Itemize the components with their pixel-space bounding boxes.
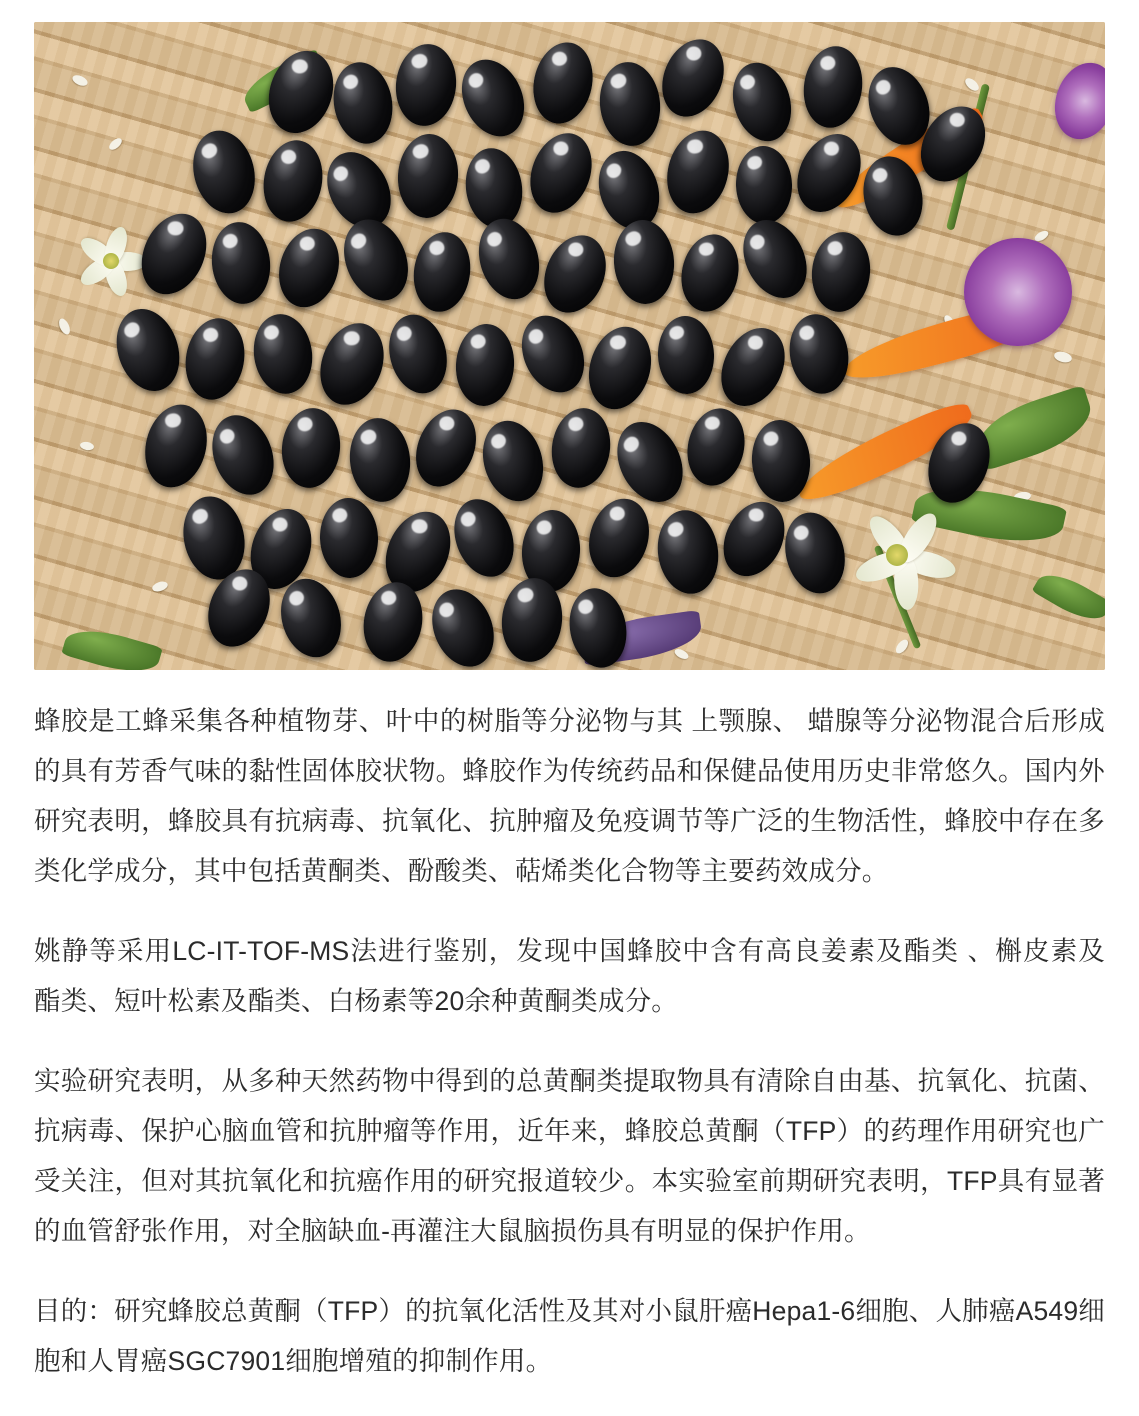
white-flower: [834, 492, 960, 618]
paragraph-2: 姚静等采用LC-IT-TOF-MS法进行鉴别，发现中国蜂胶中含有高良姜素及酯类 、槲皮素及 酯类、短叶松素及酯类、白杨素等20余种黄酮类成分。: [34, 936, 1105, 1016]
hero-image: [34, 22, 1105, 670]
paragraph-1: 蜂胶是工蜂采集各种植物芽、叶中的树脂等分泌物与其 上颚腺、 蜡腺等分泌物混合后形成的具有芳香气味的黏性固体胶状物。蜂胶作为传统药品和保健品使用历史非常悠久。国内外研究表明，蜂胶具有抗病毒、抗氧化、抗肿瘤及免疫调节等广泛的生物活性，蜂胶中存在多类化学成分，其中包括黄酮类、酚酸类、萜烯类化合物等主要药效成分。: [34, 706, 1105, 886]
paragraph-3: 实验研究表明，从多种天然药物中得到的总黄酮类提取物具有清除自由基、抗氧化、抗菌、抗病毒、保护心脑血管和抗肿瘤等作用，近年来，蜂胶总黄酮（TFP）的药理作用研究也广受关注，但对其抗氧化和抗癌作用的研究报道较少。本实验室前期研究表明，TFP具有显著的血管舒张作用，对全脑缺血-再灌注大鼠脑损伤具有明显的保护作用。: [34, 1066, 1105, 1246]
article-body: [34, 670, 1105, 1386]
purple-flower: [964, 238, 1072, 346]
paragraph-4: 目的：研究蜂胶总黄酮（TFP）的抗氧化活性及其对小鼠肝癌Hepa1-6细胞、人肺癌A549细胞和人胃癌SGC7901细胞增殖的抑制作用。: [34, 1296, 1105, 1376]
